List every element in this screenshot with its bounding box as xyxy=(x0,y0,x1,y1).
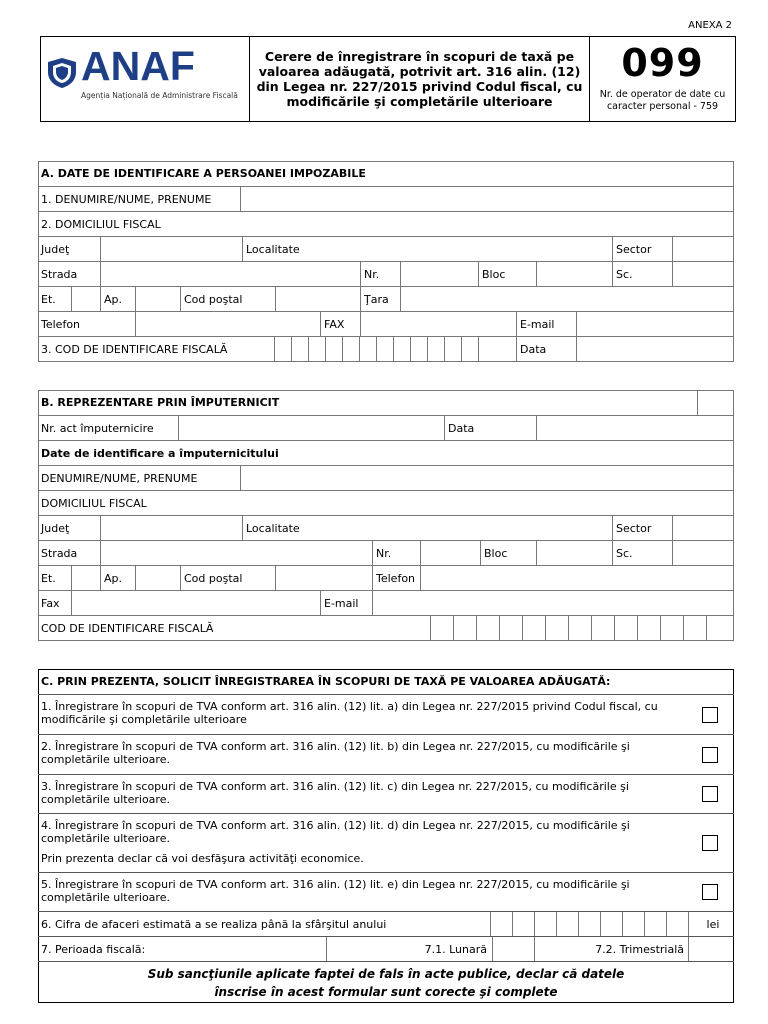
nr-field[interactable] xyxy=(400,262,478,286)
section-b xyxy=(38,390,734,641)
rep-strada-field[interactable] xyxy=(100,541,372,565)
option-2-checkbox[interactable] xyxy=(702,747,718,763)
sector-label: Sector xyxy=(612,237,672,261)
fax-label: FAX xyxy=(320,312,360,336)
rep-email-field[interactable] xyxy=(372,591,734,615)
option-5-checkbox[interactable] xyxy=(702,884,718,900)
option-3-checkbox[interactable] xyxy=(702,786,718,802)
rep-name-label: DENUMIRE/NUME, PRENUME xyxy=(41,471,198,485)
sc-field[interactable] xyxy=(672,262,734,286)
et-field[interactable] xyxy=(71,287,100,311)
option-5-row xyxy=(38,872,734,911)
ap-field[interactable] xyxy=(135,287,180,311)
bloc-label: Bloc xyxy=(478,262,536,286)
rep-telefon-field[interactable] xyxy=(420,566,734,590)
logo-subtitle: Agenția Națională de Administrare Fiscală xyxy=(81,91,238,100)
rep-fax-label: Fax xyxy=(41,596,60,610)
section-a-heading: A. DATE DE IDENTIFICARE A PERSOANEI IMPOZABILE xyxy=(41,167,366,180)
sc-label: Sc. xyxy=(612,262,672,286)
section-b-checkbox[interactable] xyxy=(697,390,734,415)
lei-label: lei xyxy=(688,912,734,936)
declaration-line-2: înscrise în acest formular sunt corecte şi complete xyxy=(214,985,558,999)
option-4-extra: Prin prezenta declar că voi desfăşura activităţi economice. xyxy=(41,852,364,865)
rep-sc-field[interactable] xyxy=(672,541,734,565)
act-label: Nr. act împuternicire xyxy=(41,421,154,435)
option-4-row xyxy=(38,813,734,872)
option-2-row xyxy=(38,734,734,774)
annex-label: ANEXA 2 xyxy=(688,20,732,31)
option-1-row xyxy=(38,694,734,734)
fax-field[interactable] xyxy=(360,312,516,336)
logo-wordmark: ANAF xyxy=(81,43,195,89)
tara-label: Ţara xyxy=(360,287,400,311)
option-5-label: 5. Înregistrare în scopuri de TVA conform art. 316 alin. (12) lit. e) din Legea nr. 227/2015, cu modificările şi completările ulterioare. xyxy=(41,878,630,904)
domicile-label: 2. DOMICILIUL FISCAL xyxy=(41,217,161,231)
rep-localitate-label: Localitate xyxy=(242,516,612,540)
option-4-checkbox[interactable] xyxy=(702,835,718,851)
rep-judet-label: Judeţ xyxy=(41,521,70,535)
period-row xyxy=(38,936,734,961)
et-label: Et. xyxy=(41,292,56,306)
rep-bloc-label: Bloc xyxy=(480,541,536,565)
act-field[interactable] xyxy=(178,416,444,440)
act-data-label: Data xyxy=(444,416,536,440)
section-b-heading: B. REPREZENTARE PRIN ÎMPUTERNICIT xyxy=(41,396,280,409)
option-3-row xyxy=(38,774,734,813)
form-header xyxy=(40,36,736,122)
rep-cod-postal-label: Cod poştal xyxy=(180,566,275,590)
strada-label: Strada xyxy=(41,267,78,281)
email-label: E-mail xyxy=(516,312,576,336)
monthly-label: 7.1. Lunară xyxy=(326,937,492,961)
rep-email-label: E-mail xyxy=(320,591,372,615)
telefon-label: Telefon xyxy=(41,317,81,331)
operator-number: Nr. de operator de date cu caracter personal - 759 xyxy=(599,89,726,112)
rep-fax-field[interactable] xyxy=(71,591,320,615)
name-field[interactable] xyxy=(240,187,734,211)
telefon-field[interactable] xyxy=(135,312,320,336)
tara-field[interactable] xyxy=(400,287,734,311)
cif-label: 3. COD DE IDENTIFICARE FISCALĂ xyxy=(41,343,228,356)
judet-label: Judeţ xyxy=(41,242,70,256)
rep-ap-label: Ap. xyxy=(100,566,135,590)
monthly-checkbox[interactable] xyxy=(492,937,534,961)
rep-sector-label: Sector xyxy=(612,516,672,540)
section-b-subheading: Date de identificare a împuternicitului xyxy=(41,446,279,460)
rep-nr-label: Nr. xyxy=(372,541,420,565)
bloc-field[interactable] xyxy=(536,262,612,286)
email-field[interactable] xyxy=(576,312,734,336)
declaration-row xyxy=(38,961,734,1003)
rep-telefon-label: Telefon xyxy=(372,566,420,590)
form-title: Cerere de înregistrare în scopuri de taxă pe valoarea adăugată, potrivit art. 316 alin. (12) din Legea nr. 227/2015 privind Codul fiscal, cu modificările şi completările ulterioare xyxy=(250,37,590,121)
option-4-label: 4. Înregistrare în scopuri de TVA conform art. 316 alin. (12) lit. d) din Legea nr. 227/2015, cu modificările şi completările ulterioare. xyxy=(41,819,630,845)
rep-sector-field[interactable] xyxy=(672,516,734,540)
name-label: 1. DENUMIRE/NUME, PRENUME xyxy=(41,192,212,206)
turnover-digit-boxes[interactable] xyxy=(490,912,688,936)
option-3-label: 3. Înregistrare în scopuri de TVA conform art. 316 alin. (12) lit. c) din Legea nr. 227/2015, cu modificările şi completările ulterioare. xyxy=(41,780,629,806)
act-data-field[interactable] xyxy=(536,416,734,440)
rep-ap-field[interactable] xyxy=(135,566,180,590)
rep-bloc-field[interactable] xyxy=(536,541,612,565)
rep-sc-label: Sc. xyxy=(612,541,672,565)
cif-digit-boxes[interactable] xyxy=(274,337,495,362)
section-a xyxy=(38,161,734,362)
nr-label: Nr. xyxy=(360,262,400,286)
sector-field[interactable] xyxy=(672,237,734,261)
section-c xyxy=(38,669,734,1003)
quarterly-checkbox[interactable] xyxy=(688,937,734,961)
option-1-label: 1. Înregistrare în scopuri de TVA conform art. 316 alin. (12) lit. a) din Legea nr. 227/2015 privind Codul fiscal, cu modificările şi completările ulterioare xyxy=(41,700,658,726)
rep-et-label: Et. xyxy=(41,571,56,585)
cod-postal-label: Cod poştal xyxy=(180,287,275,311)
quarterly-label: 7.2. Trimestrială xyxy=(534,937,688,961)
rep-cod-postal-field[interactable] xyxy=(275,566,372,590)
turnover-row xyxy=(38,911,734,936)
section-c-heading: C. PRIN PREZENTA, SOLICIT ÎNREGISTRAREA ÎN SCOPURI DE TAXĂ PE VALOAREA ADĂUGATĂ: xyxy=(41,675,611,688)
data-field[interactable] xyxy=(576,337,734,362)
rep-name-field[interactable] xyxy=(240,466,734,490)
shield-icon xyxy=(47,57,77,89)
period-label: 7. Perioada fiscală: xyxy=(41,942,146,956)
declaration-line-1: Sub sancţiunile aplicate faptei de fals în acte publice, declar că datele xyxy=(147,967,625,981)
option-1-checkbox[interactable] xyxy=(702,707,718,723)
form-code: 099 xyxy=(621,41,704,85)
anaf-logo xyxy=(41,37,250,121)
cod-postal-field[interactable] xyxy=(275,287,360,311)
rep-cif-label: COD DE IDENTIFICARE FISCALĂ xyxy=(41,622,214,635)
rep-cif-digit-boxes[interactable] xyxy=(430,616,734,641)
data-label: Data xyxy=(516,337,576,362)
strada-field[interactable] xyxy=(100,262,360,286)
option-2-label: 2. Înregistrare în scopuri de TVA conform art. 316 alin. (12) lit. b) din Legea nr. 227/2015, cu modificările şi completările ulterioare. xyxy=(41,740,630,766)
judet-field[interactable] xyxy=(100,237,242,261)
form-code-box xyxy=(590,37,735,121)
ap-label: Ap. xyxy=(100,287,135,311)
localitate-label: Localitate xyxy=(242,237,612,261)
rep-strada-label: Strada xyxy=(41,546,78,560)
rep-nr-field[interactable] xyxy=(420,541,480,565)
turnover-label: 6. Cifra de afaceri estimată a se realiza până la sfârşitul anului xyxy=(41,917,387,931)
rep-et-field[interactable] xyxy=(71,566,100,590)
rep-domicile-label: DOMICILIUL FISCAL xyxy=(41,496,147,510)
rep-judet-field[interactable] xyxy=(100,516,242,540)
